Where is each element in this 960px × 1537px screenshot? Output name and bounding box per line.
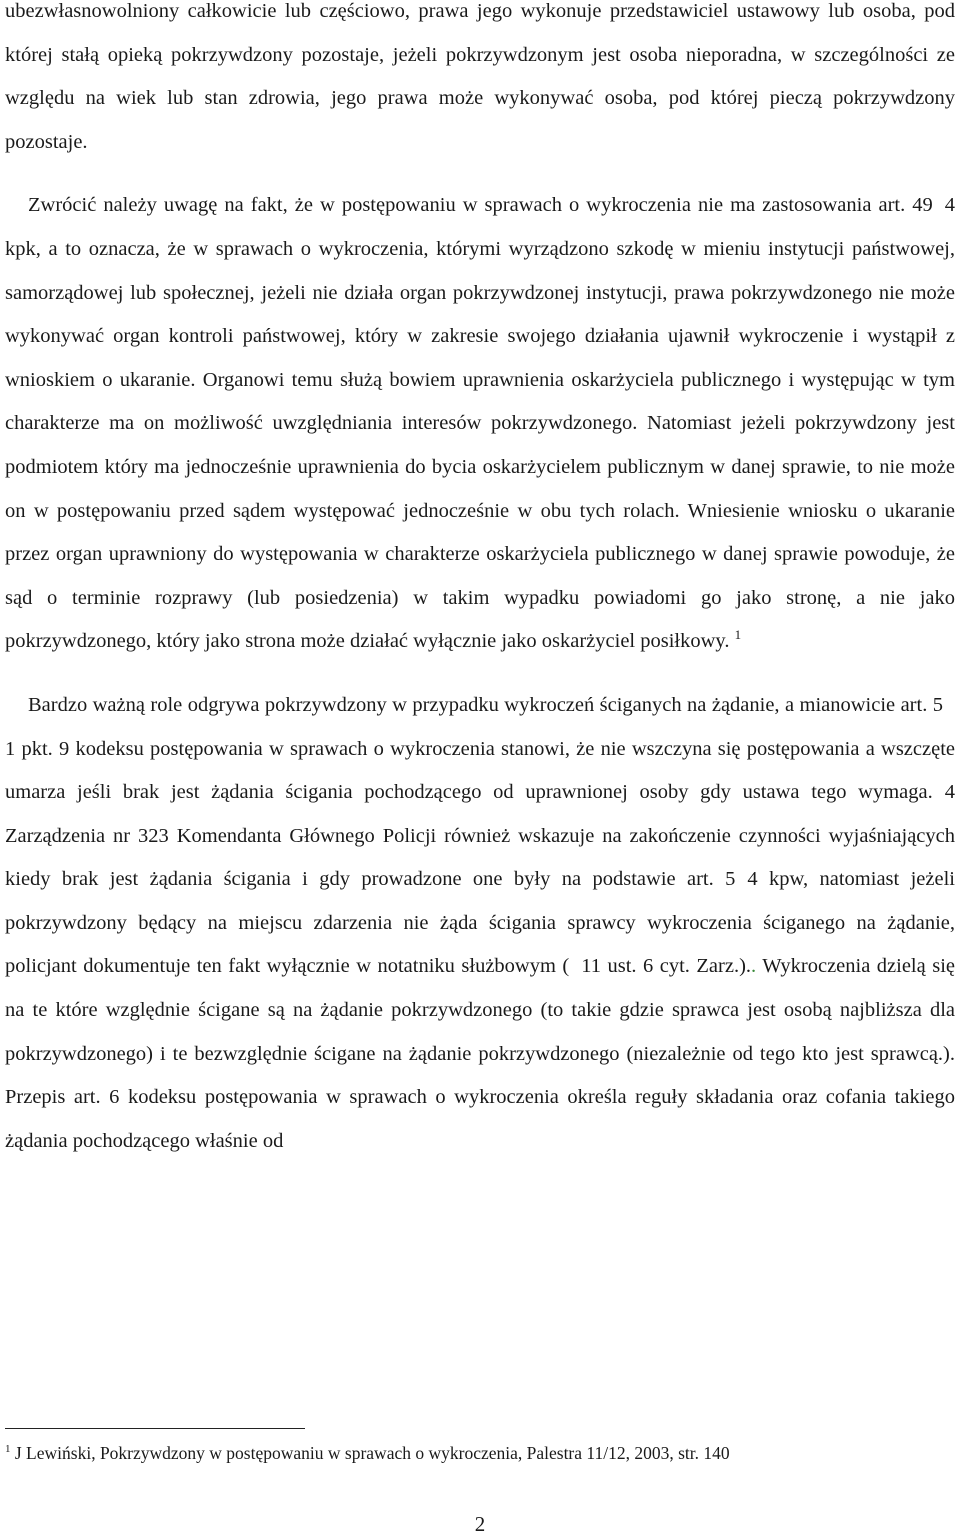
- paragraph-prosecution-on-demand: [5, 684, 955, 1164]
- paragraph-1-text: ubezwłasnowolniony całkowicie lub częściowo, prawa jego wykonuje przedstawiciel ustawowy lub osoba, pod której stałą opieką pokrzywdzony pozostaje, jeżeli pokrzywdzonym jest osoba nieporadna, w szczególności ze względu na wiek lub stan zdrowia, jego prawa może wykonywać osoba, pod której pieczą pokrzywdzony pozostaje.: [5, 0, 955, 153]
- paragraph-2-text-b: 4 kpk, a to oznacza, że w sprawach o wykroczenia, którymi wyrządzono szkodę w mieniu instytucji państwowej, samorządowej lub społecznej, jeżeli nie działa organ pokrzywdzonej instytucji, prawa pokrzywdzonego nie może wykonywać organ kontroli państwowej, który w zakresie swojego działania ujawnił wykroczenie i wystąpił z wnioskiem o ukaranie. Organowi temu służą bowiem uprawnienia oskarżyciela publicznego i występując w tym charakterze ma on możliwość uwzględniania interesów pokrzywdzonego. Natomiast jeżeli pokrzywdzony jest podmiotem który ma jednocześnie uprawnienia do bycia oskarżycielem publicznym w danej sprawie, to nie może on w postępowaniu przed sądem występować jednocześnie w obu tych rolach. Wniesienie wniosku o ukaranie przez organ uprawniony do występowania w charakterze oskarżyciela publicznego w danej sprawie powoduje, że sąd o terminie rozprawy (lub posiedzenia) w takim wypadku powiadomi go jako stronę, a nie jako pokrzywdzonego, który jako strona może działać wyłącznie jako oskarżyciel posiłkowy.: [5, 194, 955, 653]
- paragraph-3-text-d: 4 kpw, natomiast jeżeli pokrzywdzony będący na miejscu zdarzenia nie żąda ścigania sprawcy wykroczenia ściganego na żądanie, policjant dokumentuje ten fakt wyłącznie w notatniku służbowym (: [5, 868, 955, 978]
- footnote-reference[interactable]: 1: [734, 627, 742, 643]
- footnote: [5, 1441, 955, 1465]
- paragraph-3-text-f: Wykroczenia dzielą się na te które względnie ścigane są na żądanie pokrzywdzonego (to takie gdzie sprawca jest osobą najbliższa dla pokrzywdzonego) i te bezwzględnie ścigane na żądanie pokrzywdzonego (niezależnie od tego kto jest sprawcą.). Przepis art. 6 kodeksu postępowania w sprawach o wykroczenia określa reguły składania oraz cofania takiego żądania pochodzącego właśnie od: [5, 955, 955, 1152]
- paragraph-3-text-c: 4 Zarządzenia nr 323 Komendanta Głównego Policji również wskazuje na zakończenie czynności wyjaśniających kiedy brak jest żądania ścigania i gdy prowadzone one były na podstawie art. 5: [5, 781, 955, 891]
- paragraph-3-text-e: 11 ust. 6 cyt. Zarz.).: [581, 955, 752, 978]
- paragraph-continuation: [5, 0, 955, 164]
- document-page: [5, 0, 955, 1163]
- paragraph-injured-party-art49: [5, 184, 955, 664]
- paragraph-3-text-b: 1 pkt. 9 kodeksu postępowania w sprawach o wykroczenia stanowi, że nie wszczyna się postępowania a wszczęte umarza jeśli brak jest żądania ścigania pochodzącego od uprawnionej osoby gdy ustawa tego wymaga.: [5, 737, 955, 804]
- footnote-text: J Lewiński, Pokrzywdzony w postępowaniu w sprawach o wykroczenia, Palestra 11/12, 2003, str. 140: [10, 1443, 730, 1463]
- stray-dot: .: [751, 955, 757, 978]
- paragraph-2-text-a: Zwrócić należy uwagę na fakt, że w postępowaniu w sprawach o wykroczenia nie ma zastosowania art. 49: [28, 194, 933, 217]
- page-number: 2: [474, 1512, 486, 1536]
- footnote-number: 1: [5, 1443, 11, 1456]
- paragraph-3-text-a: Bardzo ważną role odgrywa pokrzywdzony w przypadku wykroczeń ściganych na żądanie, a mianowicie art. 5: [28, 693, 943, 716]
- footnote-separator: [5, 1428, 305, 1429]
